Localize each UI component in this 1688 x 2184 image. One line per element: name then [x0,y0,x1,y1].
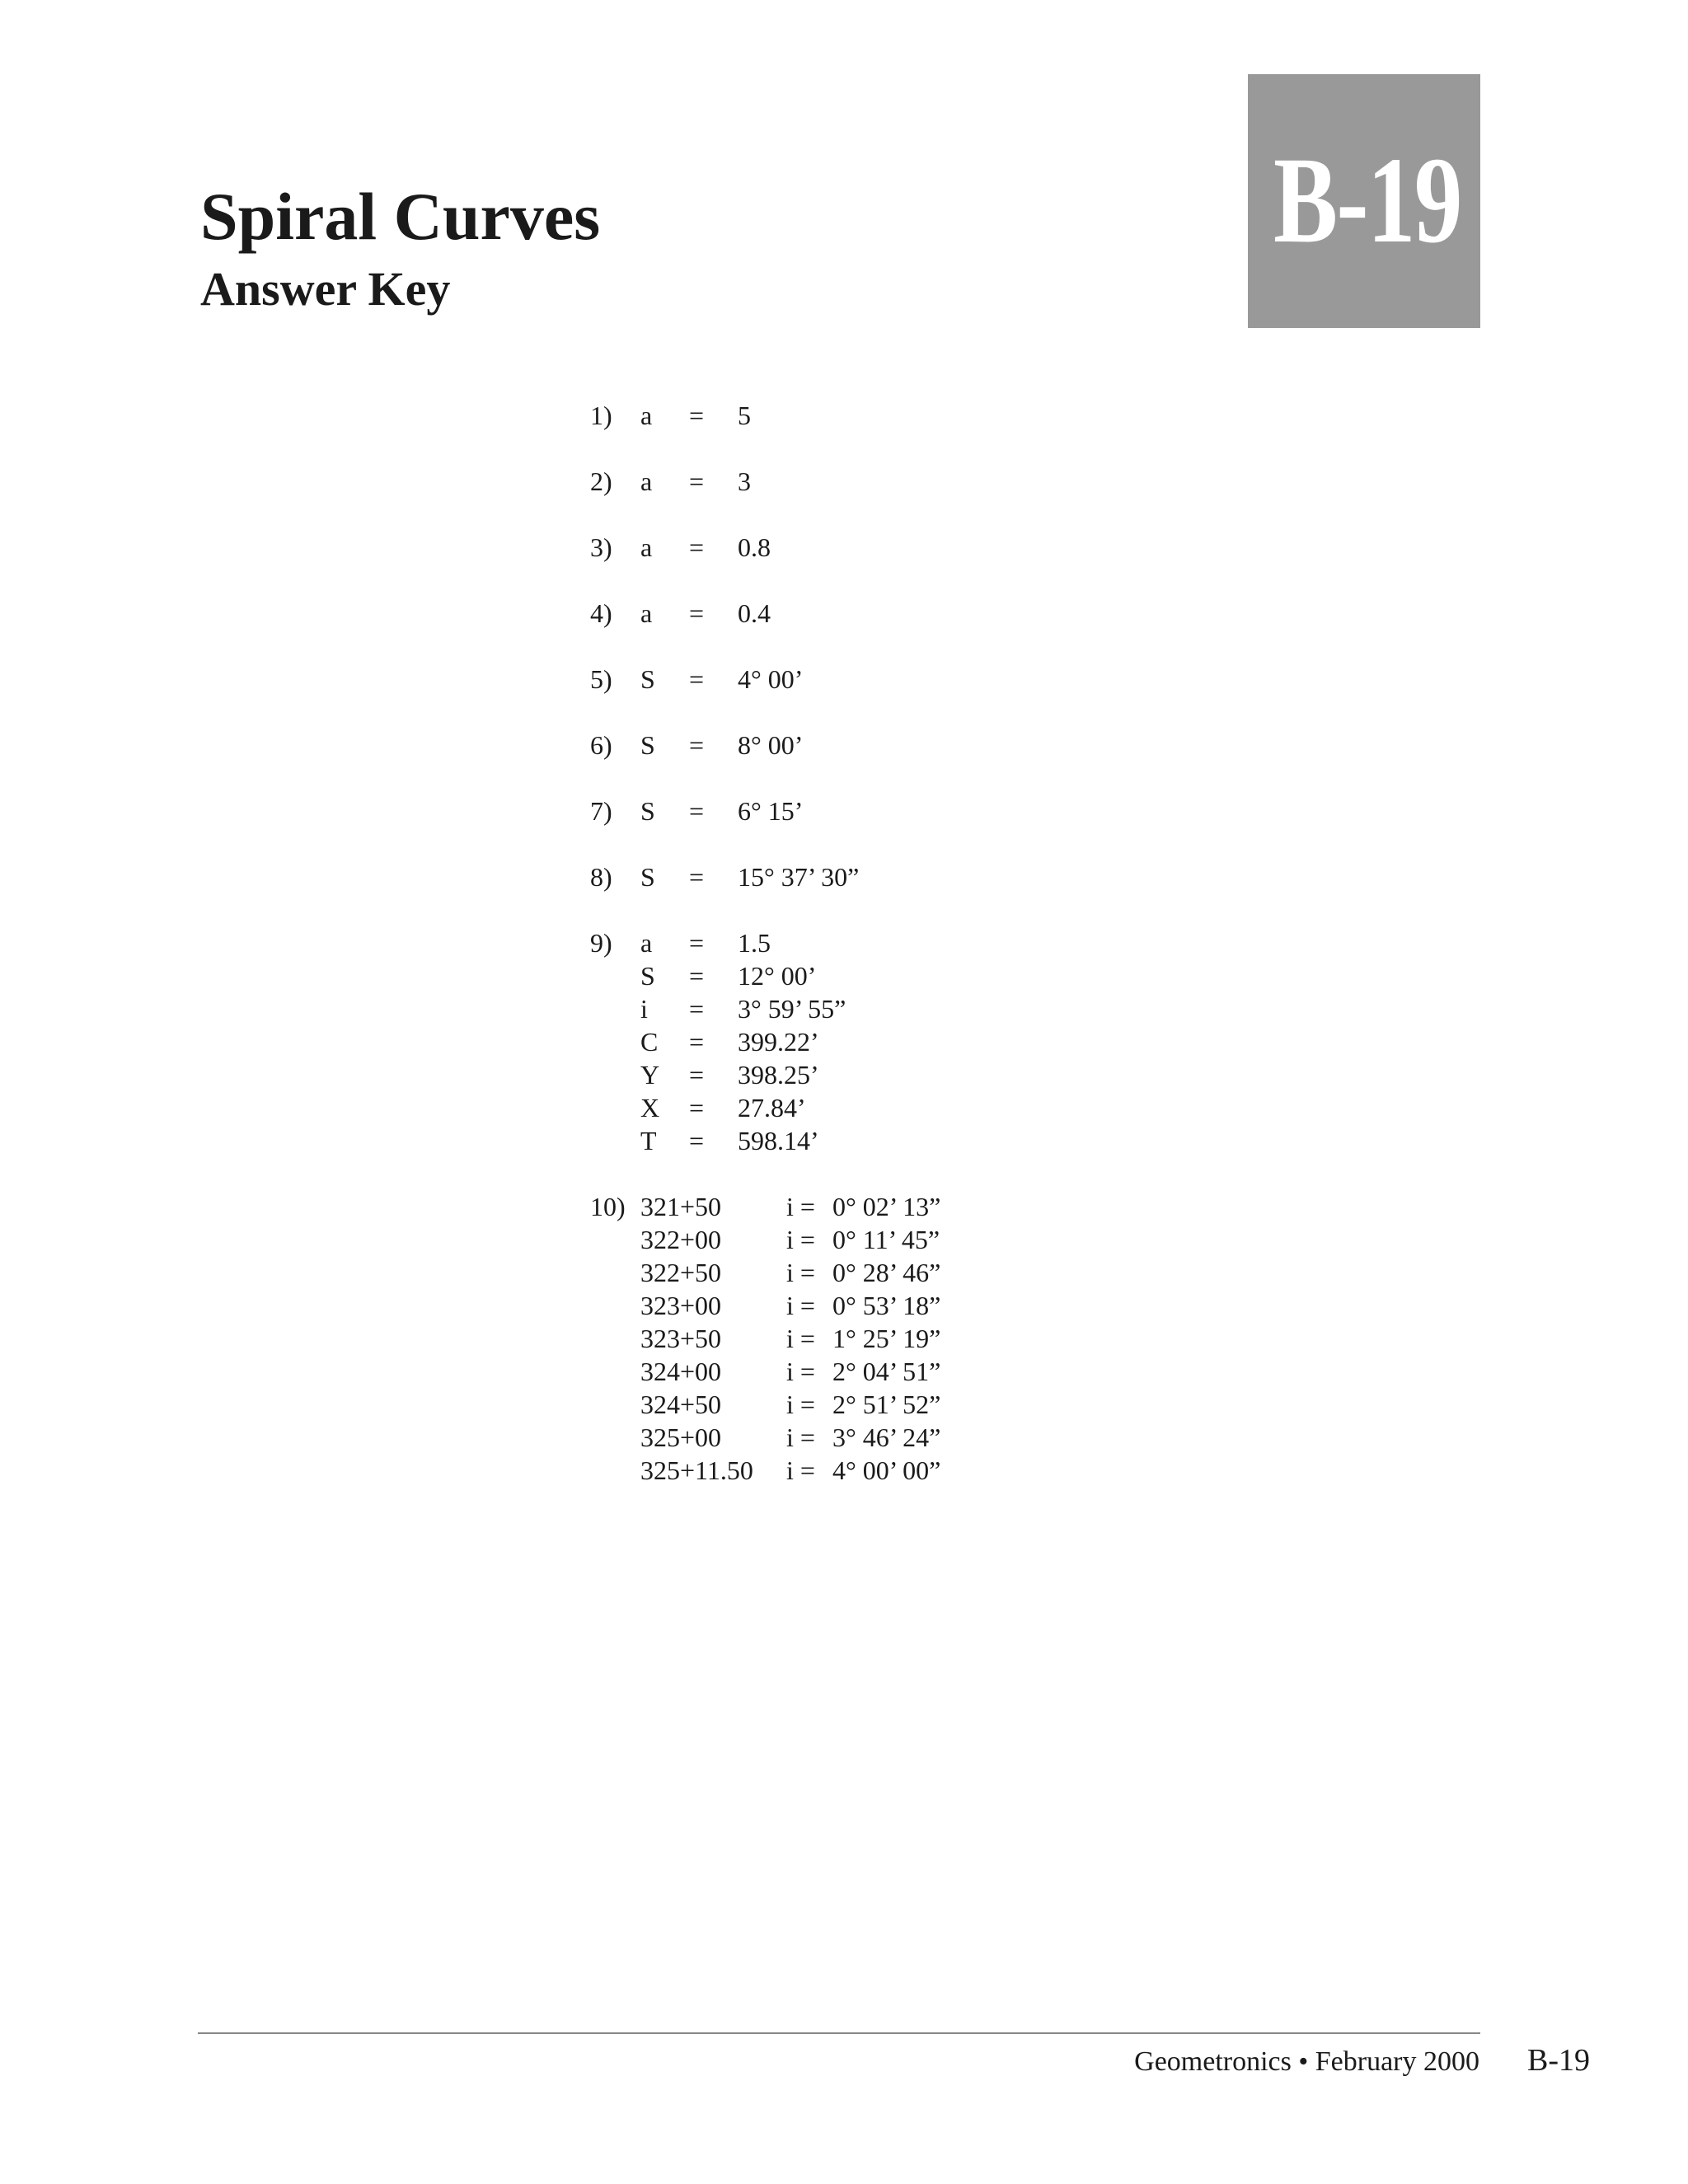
answer-row [0,597,1688,630]
station-value: 324+50 [640,1390,722,1419]
answer-number: 3) [590,532,612,562]
answer-variable: a [640,928,653,958]
answer-number: 10) [590,1192,626,1221]
deflection-angle: 0° 11’ 45” [832,1225,940,1254]
answer-variable: a [640,598,653,628]
station-row [0,1388,1688,1421]
station-row [0,1454,1688,1487]
equals-sign: = [689,862,705,892]
station-row [0,1322,1688,1355]
section-badge-label: B-19 [1273,132,1461,269]
equals-sign: = [689,466,705,496]
deflection-label: i = [786,1422,815,1452]
deflection-angle: 3° 46’ 24” [832,1422,941,1452]
station-value: 321+50 [640,1192,722,1221]
answer-variable: S [640,961,655,991]
deflection-label: i = [786,1225,815,1254]
answer-variable: X [640,1093,660,1122]
station-value: 323+50 [640,1324,722,1353]
deflection-angle: 2° 04’ 51” [832,1357,941,1386]
answer-row [0,926,1688,959]
answer-row [0,1124,1688,1157]
answer-value: 12° 00’ [738,961,817,991]
answer-variable: a [640,532,653,562]
answer-variable: S [640,796,655,826]
equals-sign: = [689,532,705,562]
deflection-label: i = [786,1192,815,1221]
equals-sign: = [689,598,705,628]
answer-value: 598.14’ [738,1126,819,1155]
equals-sign: = [689,994,705,1024]
page-subtitle: Answer Key [200,262,451,316]
answer-row [0,794,1688,827]
station-value: 325+00 [640,1422,722,1452]
answer-row [0,959,1688,992]
answer-number: 1) [590,401,612,430]
deflection-label: i = [786,1390,815,1419]
answer-row [0,1058,1688,1091]
equals-sign: = [689,664,705,694]
answer-row [0,860,1688,893]
equals-sign: = [689,730,705,760]
answer-row [0,992,1688,1025]
deflection-angle: 2° 51’ 52” [832,1390,941,1419]
station-row [0,1421,1688,1454]
footer-text: Geometronics • February 2000 [1134,2046,1479,2077]
deflection-label: i = [786,1324,815,1353]
answer-value: 27.84’ [738,1093,806,1122]
answer-value: 399.22’ [738,1027,819,1057]
deflection-label: i = [786,1258,815,1287]
station-row [0,1355,1688,1388]
deflection-label: i = [786,1455,815,1485]
deflection-angle: 0° 28’ 46” [832,1258,941,1287]
station-value: 322+50 [640,1258,722,1287]
answer-value: 3 [738,466,751,496]
answer-number: 4) [590,598,612,628]
station-value: 325+11.50 [640,1455,753,1485]
answer-value: 3° 59’ 55” [738,994,846,1024]
page-title: Spiral Curves [200,179,601,254]
answer-value: 15° 37’ 30” [738,862,860,892]
deflection-angle: 0° 02’ 13” [832,1192,941,1221]
equals-sign: = [689,1093,705,1122]
answer-value: 4° 00’ [738,664,804,694]
answer-variable: S [640,730,655,760]
answer-number: 7) [590,796,612,826]
station-value: 322+00 [640,1225,722,1254]
deflection-label: i = [786,1357,815,1386]
answer-number: 9) [590,928,612,958]
deflection-angle: 4° 00’ 00” [832,1455,941,1485]
station-value: 323+00 [640,1291,722,1320]
answer-variable: C [640,1027,659,1057]
equals-sign: = [689,1126,705,1155]
equals-sign: = [689,1027,705,1057]
answer-row [0,465,1688,498]
answer-row [0,531,1688,564]
answer-value: 398.25’ [738,1060,819,1090]
answer-number: 6) [590,730,612,760]
footer-divider [198,2032,1480,2034]
answer-variable: a [640,466,653,496]
answer-variable: S [640,664,655,694]
answer-value: 5 [738,401,751,430]
answer-value: 0.4 [738,598,771,628]
station-row [0,1256,1688,1289]
answer-row [0,399,1688,432]
equals-sign: = [689,928,705,958]
answer-value: 1.5 [738,928,771,958]
answer-variable: T [640,1126,657,1155]
equals-sign: = [689,961,705,991]
station-row [0,1289,1688,1322]
answer-number: 2) [590,466,612,496]
equals-sign: = [689,401,705,430]
deflection-angle: 1° 25’ 19” [832,1324,941,1353]
answer-variable: S [640,862,655,892]
deflection-angle: 0° 53’ 18” [832,1291,941,1320]
answer-number: 5) [590,664,612,694]
deflection-label: i = [786,1291,815,1320]
station-value: 324+00 [640,1357,722,1386]
equals-sign: = [689,1060,705,1090]
page-number: B-19 [1527,2043,1590,2078]
answer-value: 8° 00’ [738,730,804,760]
answer-value: 0.8 [738,532,771,562]
answer-row [0,663,1688,696]
answer-row [0,1025,1688,1058]
answer-variable: Y [640,1060,660,1090]
answer-value: 6° 15’ [738,796,804,826]
equals-sign: = [689,796,705,826]
answer-row [0,729,1688,762]
answer-number: 8) [590,862,612,892]
answer-row [0,1091,1688,1124]
station-row [0,1223,1688,1256]
answer-variable: i [640,994,648,1024]
answer-variable: a [640,401,653,430]
station-row [0,1190,1688,1223]
